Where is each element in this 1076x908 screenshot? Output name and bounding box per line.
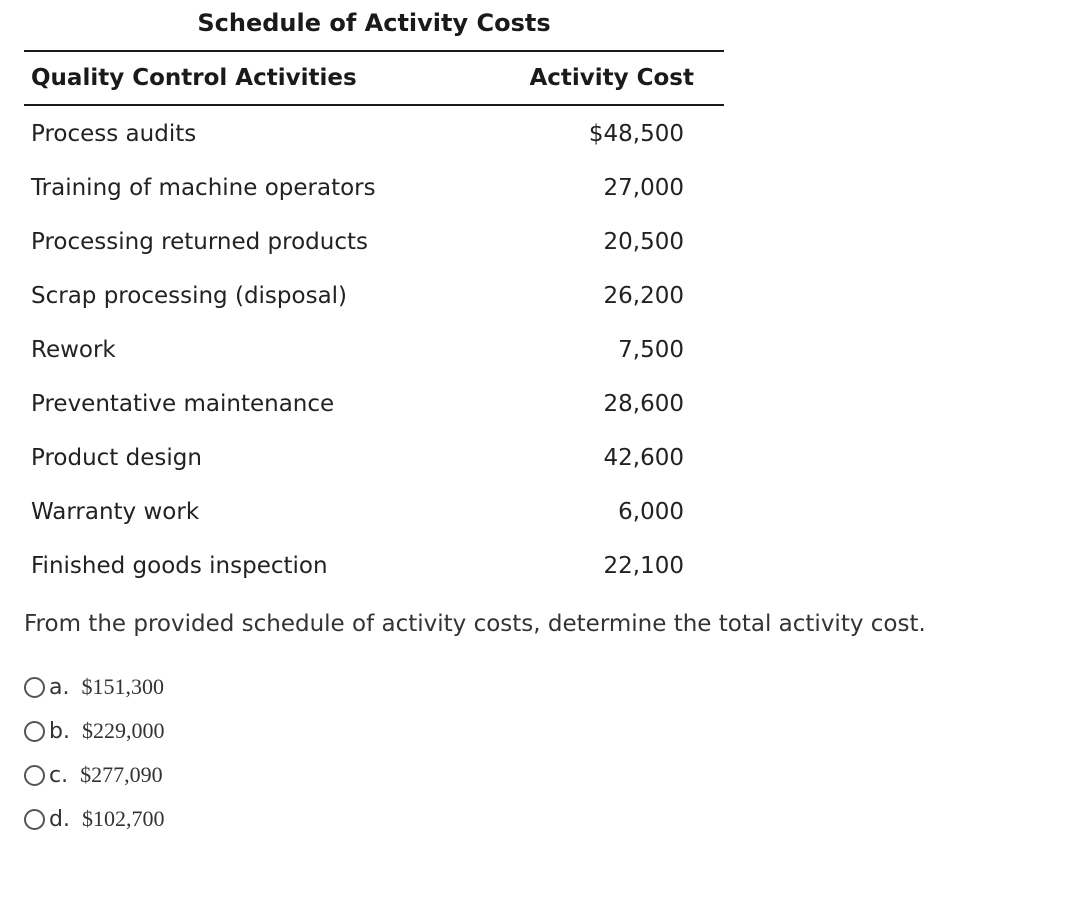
row-activity-cost: 20,500 xyxy=(603,229,684,255)
row-activity-label: Rework xyxy=(31,337,116,363)
row-activity-cost: 26,200 xyxy=(603,283,684,309)
row-activity-cost: 28,600 xyxy=(603,391,684,417)
radio-button-b[interactable] xyxy=(24,721,45,742)
table-row xyxy=(24,269,724,323)
choice-letter: b. xyxy=(49,718,70,744)
row-activity-label: Finished goods inspection xyxy=(31,553,328,579)
choice-value: $151,300 xyxy=(81,674,164,699)
question-text: From the provided schedule of activity costs, determine the total activity cost. xyxy=(24,611,926,637)
choice-letter: a. xyxy=(49,674,70,700)
table-row xyxy=(24,215,724,269)
row-activity-cost: $48,500 xyxy=(588,121,684,147)
row-activity-label: Preventative maintenance xyxy=(31,391,335,417)
row-activity-cost: 7,500 xyxy=(618,337,684,363)
table-body xyxy=(24,106,724,593)
row-activity-label: Product design xyxy=(31,445,202,471)
radio-button-a[interactable] xyxy=(24,677,45,698)
row-activity-label: Training of machine operators xyxy=(31,175,376,201)
row-activity-cost: 6,000 xyxy=(618,499,684,525)
choice-letter: c. xyxy=(49,762,69,788)
choice-c[interactable] xyxy=(24,753,164,797)
row-activity-cost: 27,000 xyxy=(603,175,684,201)
table-header xyxy=(24,50,724,106)
activity-cost-schedule xyxy=(24,0,724,593)
choice-a[interactable] xyxy=(24,665,164,709)
row-activity-label: Process audits xyxy=(31,121,197,147)
table-row xyxy=(24,431,724,485)
choice-value: $229,000 xyxy=(81,718,165,743)
table-row xyxy=(24,485,724,539)
choice-letter: d. xyxy=(49,806,70,832)
header-activity-cost: Activity Cost xyxy=(529,65,694,91)
row-activity-cost: 42,600 xyxy=(603,445,684,471)
table-row xyxy=(24,323,724,377)
radio-button-c[interactable] xyxy=(24,765,45,786)
answer-choices xyxy=(24,665,164,841)
choice-d[interactable] xyxy=(24,797,164,841)
table-row xyxy=(24,539,724,593)
choice-value: $102,700 xyxy=(81,806,165,831)
row-activity-label: Warranty work xyxy=(31,499,200,525)
radio-button-d[interactable] xyxy=(24,809,45,830)
row-activity-label: Processing returned products xyxy=(31,229,368,255)
choice-b[interactable] xyxy=(24,709,164,753)
row-activity-label: Scrap processing (disposal) xyxy=(31,283,348,309)
table-row xyxy=(24,107,724,161)
schedule-title: Schedule of Activity Costs xyxy=(197,9,551,37)
choice-value: $277,090 xyxy=(80,762,163,787)
row-activity-cost: 22,100 xyxy=(603,553,684,579)
header-quality-control-activities: Quality Control Activities xyxy=(31,65,357,91)
table-row xyxy=(24,161,724,215)
table-row xyxy=(24,377,724,431)
